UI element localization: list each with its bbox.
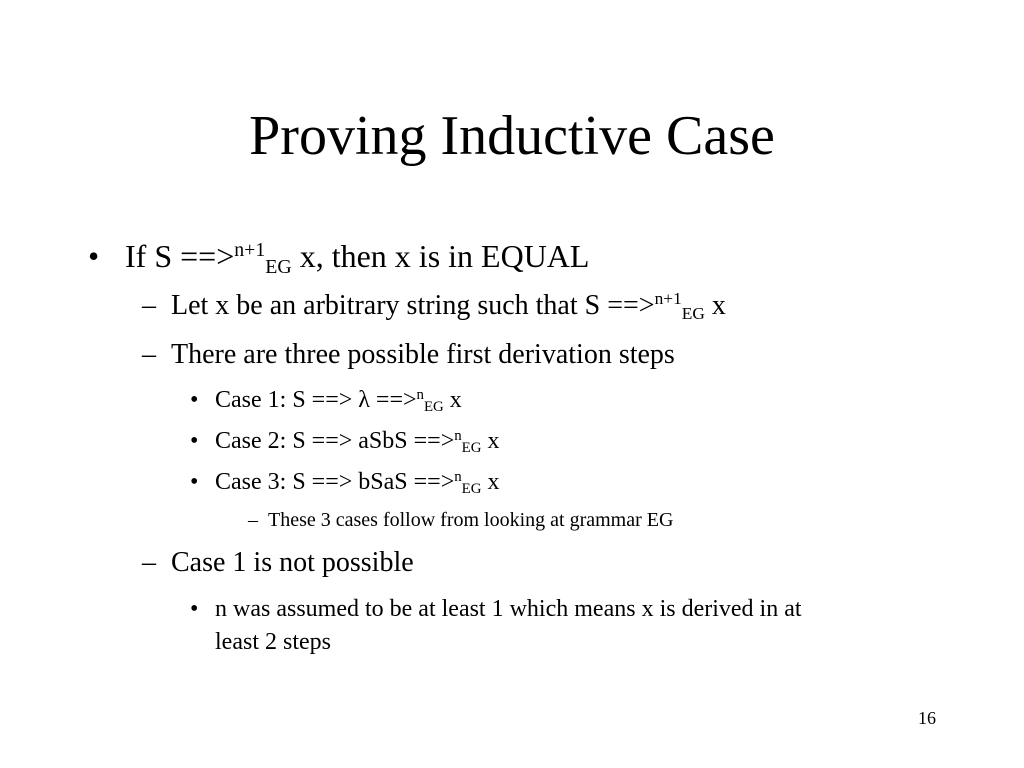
bullet-text: x	[481, 469, 500, 495]
bullet-marker: •	[190, 596, 199, 622]
bullet-text: Let x be an arbitrary string such that S ==>	[171, 290, 655, 321]
bullet-text: x	[704, 290, 726, 321]
subscript: EG	[461, 440, 482, 457]
bullet-text: x	[443, 387, 462, 413]
subscript: EG	[423, 399, 444, 416]
subscript: EG	[265, 255, 292, 278]
bullet-marker: •	[88, 238, 100, 274]
subscript: EG	[461, 481, 482, 498]
superscript: n+1	[654, 289, 682, 309]
bullet-if-s-derives	[125, 236, 589, 276]
bullet-text: Case 3: S ==> bSaS ==>	[215, 469, 455, 495]
bullet-text: x	[481, 428, 500, 454]
case-1-item	[215, 385, 462, 415]
bullet-marker: •	[190, 428, 199, 454]
slide-title: Proving Inductive Case	[249, 105, 775, 167]
case-2-item	[215, 426, 500, 456]
bullet-marker: •	[190, 469, 199, 495]
dash-marker: –	[142, 339, 156, 370]
superscript: n	[454, 468, 462, 485]
bullet-text: Case 1: S ==> λ ==>	[215, 387, 417, 413]
n-assumption-line-2: least 2 steps	[215, 629, 331, 655]
dash-marker: –	[248, 509, 258, 531]
subscript: EG	[681, 304, 705, 324]
bullet-marker: •	[190, 387, 199, 413]
bullet-text: x, then x is in EQUAL	[291, 238, 590, 274]
subbullet-let-x	[171, 289, 726, 323]
cases-note: These 3 cases follow from looking at grammar EG	[268, 509, 674, 531]
dash-marker: –	[142, 547, 156, 578]
bullet-text: If S ==>	[125, 238, 235, 274]
bullet-text: Case 2: S ==> aSbS ==>	[215, 428, 455, 454]
case-3-item	[215, 467, 500, 497]
n-assumption-line-1: n was assumed to be at least 1 which means x is derived in at	[215, 596, 802, 622]
superscript: n	[454, 427, 462, 444]
superscript: n	[416, 386, 424, 403]
subbullet-three-steps: There are three possible first derivation steps	[171, 339, 675, 370]
subbullet-case-1-not-possible: Case 1 is not possible	[171, 547, 414, 578]
superscript: n+1	[234, 239, 266, 262]
dash-marker: –	[142, 290, 156, 321]
page-number: 16	[918, 708, 936, 728]
